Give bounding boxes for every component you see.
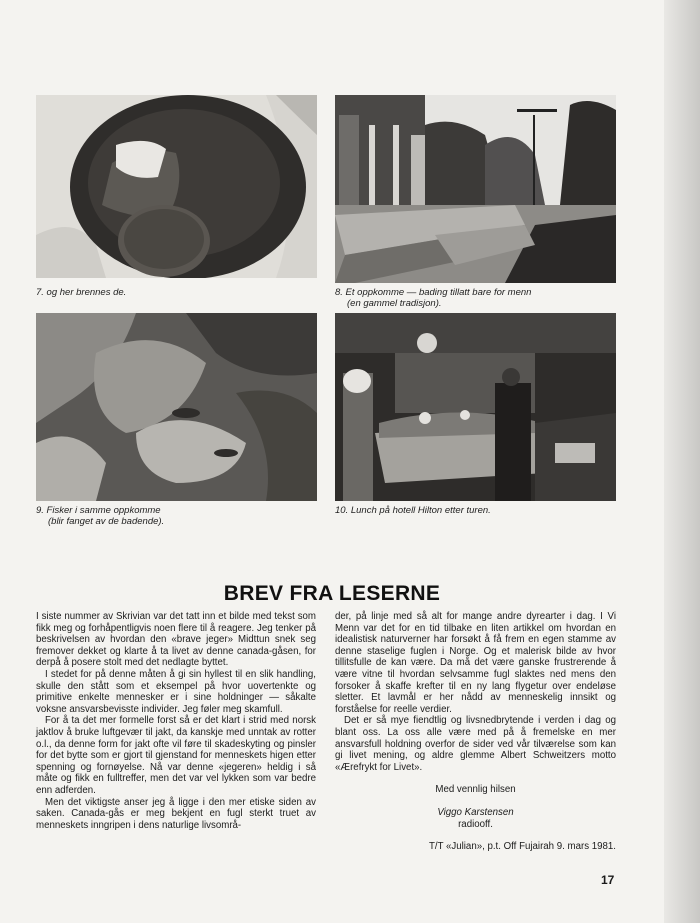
- dateline: T/T «Julian», p.t. Off Fujairah 9. mars 1981.: [428, 841, 616, 853]
- article-paragraph: Men det viktigste anser jeg å ligge i den mer etiske siden av saken. Canada-gås er meg bekjent en fugl sterkt truet av menneskets inngripen i dens naturlige livsområ-: [36, 796, 316, 831]
- photo-8-spring: [335, 95, 616, 283]
- caption-9-line1: 9. Fisker i samme oppkomme: [36, 505, 161, 516]
- article-paragraph: Det er så mye fiendtlig og livsnedbrytende i verden i dag og blant oss. La oss alle være med på å fremelske en mer ansvarsfull holdning overfor de sider ved vår tilværelse som kan gi livet mening, og aldre glemme Albert Schweitzers motto «Ærefrykt for Livet».: [335, 715, 616, 773]
- caption-10: 10. Lunch på hotell Hilton etter turen.: [335, 505, 491, 516]
- photo-7-burning: [36, 95, 317, 278]
- page-number: 17: [601, 873, 615, 887]
- caption-8-line2: (en gammel tradisjon).: [347, 298, 442, 309]
- article-paragraph: I siste nummer av Skrivian var det tatt inn et bilde med tekst som fikk meg og forhåpentligvis noen flere til å reagere. Jeg tenker på beskrivelsen av hvordan den «brave jeger» Midttun snek seg fremover dekket og klarte å ta livet av denne canada-gåsen, for derpå å posere stolt med det nedlagte byttet.: [36, 611, 316, 669]
- article-column-right: [335, 611, 616, 853]
- photo-10-lunch: [335, 313, 616, 501]
- signature-name: Viggo Karstensen: [437, 806, 514, 818]
- page-edge: [664, 0, 700, 923]
- article-paragraph: der, på linje med så alt for mange andre dyrearter i dag. I Vi Menn var det for en tid tilbake en liten artikkel om hvordan en idealistisk naturverner har forsøkt å få frem en egen stamme av denne staselige fuglen i Norge. Og et malerisk bilde av hvor tillitsfulle de kan være. Da må det være ganske frustrerende å være vitne til hvordan selvsamme fugl slaktes ned mens den forsoker å skaffe krefter til en ny lang flygetur over endeløse sletter. Et lavmål er her nådd av menneskelig innsikt og forståelse for reelle verdier.: [335, 611, 616, 715]
- caption-8-line1: 8. Et oppkomme — bading tillatt bare for menn: [335, 287, 532, 298]
- article-column-left: [36, 611, 316, 831]
- signature-title: radiooff.: [458, 818, 493, 830]
- caption-9-line2: (blir fanget av de badende).: [48, 516, 165, 527]
- caption-7: 7. og her brennes de.: [36, 287, 127, 298]
- article-title: BREV FRA LESERNE: [223, 582, 441, 605]
- article-paragraph: I stedet for på denne måten å gi sin hyllest til en slik handling, skulle den stått som et eksempel på hvor uovertenkte og primitive enkelte mennesker er i sine holdninger — såkalte voksne ansvarsbevisste individer. Jeg føler meg skamfull.: [36, 668, 316, 715]
- article-paragraph: For å ta det mer formelle forst så er det klart i strid med norsk jaktlov å bruke luftgevær til jakt, da kanskje med unntak av rotter o.l., da denne form for jakt ofte vil føre til skadeskyting og pinsler for det bytte som er gjort til gjenstand for menneskets higen etter spenning og fornøyelse. Nå var denne «jegeren» heldig i så måte og fikk en fulltreffer, men det var vel lykken som var bedre enn adferden.: [36, 715, 316, 796]
- greeting: Med vennlig hilsen: [435, 784, 516, 796]
- photo-9-fish: [36, 313, 317, 501]
